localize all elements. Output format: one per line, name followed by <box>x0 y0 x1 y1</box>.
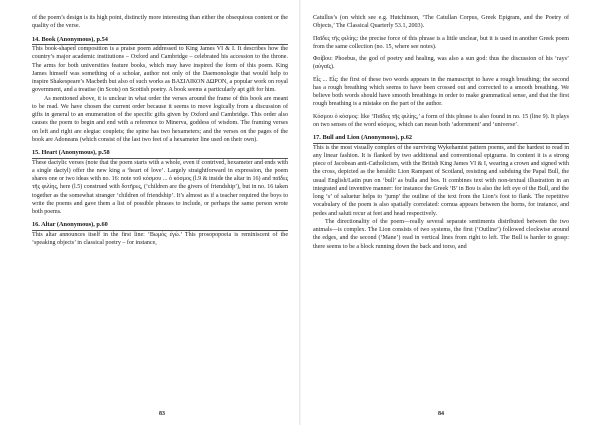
page-gutter <box>299 0 301 425</box>
section-body-book <box>32 45 288 144</box>
paragraph: As mentioned above, it is unclear in what order the verses around the frame of this book are meant to be read. We have chosen the current order because it seems to move logically from a discussion of gifts in general to an enumeration of the specific gifts given by Oxford and Cambridge. This order also causes the poem to begin and end with a reference to Minerva, goddess of wisdom. The framing verses on left and right are elegiac couplets; the spine has two hexameters; and the verses on the pages of the book are Adoneans (which consist of the last two feet of a hexameter line used on their own). <box>32 95 288 143</box>
section-body-altar <box>32 231 288 248</box>
gloss-heis <box>313 76 569 109</box>
section-heading-bull-and-lion: 17. Bull and Lion (Anonymous), p.62 <box>313 134 569 144</box>
paragraph: These dactylic verses (note that the poem starts with a whole, even if contrived, hexameter and ends with a single dactyl) offer the new king a ‘heart of love’. Largely straightforward in expression, the poem shares one or two ideas with no. 16: note τοῦ κόσμου ... ὁ κόσμος (l.9 & inside the altar in 16) and παῖδες τῆς φιλίης, here (l.5) construed with δοτῆρες, (‘children are the givers of friendship’), but in no. 16 taken together as the somewhat stranger ‘children of friendship’. It’s almost as if a teacher required the boys to write the poems and gave them a list of possible phrases to include, or perhaps the same person wrote both poems. <box>32 159 288 215</box>
section-body-heart <box>32 159 288 217</box>
paragraph: This altar announces itself in the first line: ‘Βωμὸς ἐγώ.’ This prosopopoeia is reminiscent of the ‘speaking objects’ in classical poetry – for instance, <box>32 231 288 246</box>
gloss-paragraph: Εἷς ... Εἷς: the first of these two words appears in the manuscript to have a rough breathing; the second has a rough breathing which seems to have been crossed out and corrected to a smooth breathing. We believe both words should have smooth breathings in order to make grammatical sense, and that the first rough breathing is a mistake on the part of the author. <box>313 76 569 108</box>
paragraph: The directionality of the poem—really several separate sentiments distributed between the two animals—is complex. The Lion consists of two systems, the first (‘Outline’) followed clockwise around the edges, and the second (‘Mane’) read in vertical lines from right to left. The Bull is harder to grasp: there seems to be a block running down the back and torso, and <box>313 218 569 250</box>
page-number-right: 84 <box>438 411 444 417</box>
paragraph: This book-shaped composition is a praise poem addressed to King James VI & I. It describes how the country’s major academic institutions – Oxford and Cambridge – celebrated his accession to the throne. The arms for both universities feature books, which may have inspired the form of this poem. King James himself was something of a scholar, author not only of the Daemonologie that would help to inspire Shakespeare’s Macbeth but also of such works as ΒΑΣΙΛΙΚΟΝ ΔΩΡΟΝ, a popular work on royal government, and a treatise (in Scots) on Scottish poetry. A book seems a particularly apt gift for him. <box>32 46 288 94</box>
section-heading-book: 14. Book (Anonymous), p.54 <box>32 36 288 46</box>
section-heading-heart: 15. Heart (Anonymous), p.58 <box>32 149 288 159</box>
left-intro-paragraph: of the poem’s design is its high point, distinctly more interesting than either the obsequious content or the quality of the verse. <box>32 15 288 30</box>
gloss-paragraph: Κόσμου ὁ κόσμος: like ‘Παῖδες τῆς φιλίης,’ a form of this phrase is also found in no. 15 (line 9). It plays on two senses of the word κόσμος, which can mean both ‘adornment’ and ‘universe’. <box>313 113 569 128</box>
section-body-bull-and-lion <box>313 144 569 251</box>
gloss-paides <box>313 35 569 52</box>
gloss-paragraph: Παῖδες τῆς φιλίης: the precise force of this phrase is a little unclear, but it is used in another Greek poem from the same collection (no. 15, where see notes). <box>313 35 569 50</box>
page-number-left: 83 <box>159 411 165 417</box>
gloss-paragraph: Φοίβου: Phoebus, the god of poetry and healing, was also a sun god: thus the discussion of his ‘rays’ (αὐγαῖς). <box>313 56 569 71</box>
left-intro <box>32 14 288 31</box>
right-intro <box>313 14 569 31</box>
paragraph: This is the most visually complex of the surviving Wykehamist pattern poems, and the hardest to read in any linear fashion. It is flanked by two additional and conventional epigrams. In content it is a strong piece of Jacobean anti-Catholicism, with the British King James VI & I, wearing a crown and signed with the cross, depicted as the heraldic Lion Rampant of Scotland, resisting and subduing the Papal Bull, the usual English/Latin pun on ‘bull’ as bulla and bos. It combines text with non-textual illustration in an integrated and inventive manner: for instance the Greek ‘B’ in Βου is also the left eye of the Bull, and the long ‘s’ of saluetur helps to ‘jump’ the outline of the text from the Lion’s foot to flank. The repetitive vocabulary of the poem is also spatially correlated: cornua appears between the horns, for instance, and pedes and saluti recur at feet and head respectively. <box>313 144 569 217</box>
gloss-phoibou <box>313 55 569 72</box>
left-page <box>32 14 288 410</box>
gloss-kosmou <box>313 113 569 130</box>
right-page <box>313 14 569 410</box>
section-heading-altar: 16. Altar (Anonymous), p.60 <box>32 221 288 231</box>
right-intro-paragraph: Catullus’s (on which see e.g. Hutchinson, ‘The Catullan Corpus, Greek Epigram, and the Poetry of Objects,’ The Classical Quarterly 53.1, 2003). <box>313 15 569 30</box>
